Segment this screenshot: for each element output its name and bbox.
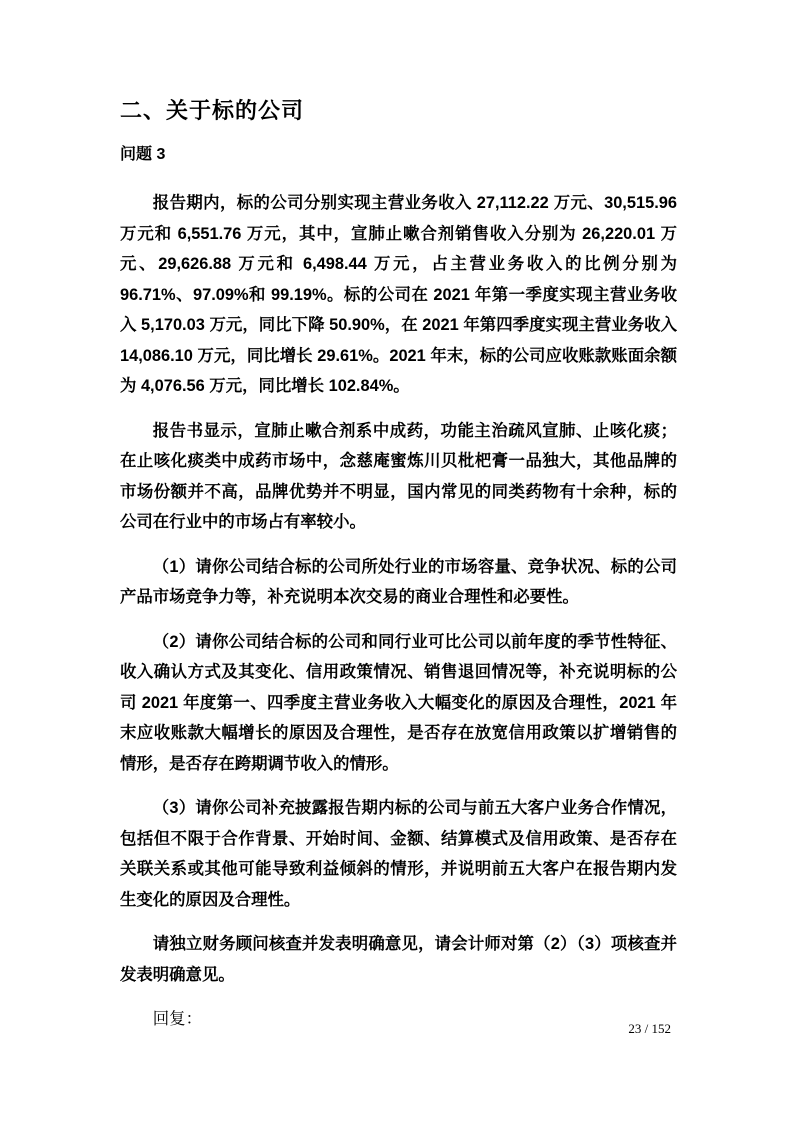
page-number: 23 / 152 (628, 1021, 671, 1036)
section-title: 二、关于标的公司 (120, 98, 305, 123)
body-paragraph: 报告期内，标的公司分别实现主营业务收入 27,112.22 万元、30,515.96 万元和 6,551.76 万元，其中，宣肺止嗽合剂销售收入分别为 26,220.01 万元、29,626.88 万元和 6,498.44 万元，占主营业务收入的比例分别为 96.71%、97.09%和 99.19%。标的公司在 2021 年第一季度实现主营业务收入 5,170.03 万元，同比下降 50.90%，在 2021 年第四季度实现主营业务收入 14,086.10 万元，同比增长 29.61%。2021 年末，标的公司应收账款账面余额为 4,076.56 万元，同比增长 102.84%。 (120, 194, 677, 395)
question-label: 问题 3 (120, 146, 166, 163)
page-content (120, 96, 677, 1035)
body-paragraph: 报告书显示，宣肺止嗽合剂系中成药，功能主治疏风宣肺、止咳化痰；在止咳化痰类中成药市场中，念慈庵蜜炼川贝枇杷膏一品独大，其他品牌的市场份额并不高，品牌优势并不明显，国内常见的同类药物有十余种，标的公司在行业中的市场占有率较小。 (120, 421, 677, 531)
body-paragraph: （1）请你公司结合标的公司所处行业的市场容量、竞争状况、标的公司产品市场竞争力等，补充说明本次交易的商业合理性和必要性。 (120, 557, 677, 606)
body-paragraph: （2）请你公司结合标的公司和同行业可比公司以前年度的季节性特征、收入确认方式及其变化、信用政策情况、销售退回情况等，补充说明标的公司 2021 年度第一、四季度主营业务收入大幅变化的原因及合理性，2021 年末应收账款大幅增长的原因及合理性，是否存在放宽信用政策以扩增销售的情形，是否存在跨期调节收入的情形。 (120, 632, 677, 773)
body-paragraph: （3）请你公司补充披露报告期内标的公司与前五大客户业务合作情况，包括但不限于合作背景、开始时间、金额、结算模式及信用政策、是否存在关联关系或其他可能导致利益倾斜的情形，并说明前五大客户在报告期内发生变化的原因及合理性。 (120, 799, 677, 909)
body-paragraph: 请独立财务顾问核查并发表明确意见，请会计师对第（2）（3）项核查并发表明确意见。 (120, 935, 677, 984)
reply-label: 回复： (152, 1009, 202, 1028)
